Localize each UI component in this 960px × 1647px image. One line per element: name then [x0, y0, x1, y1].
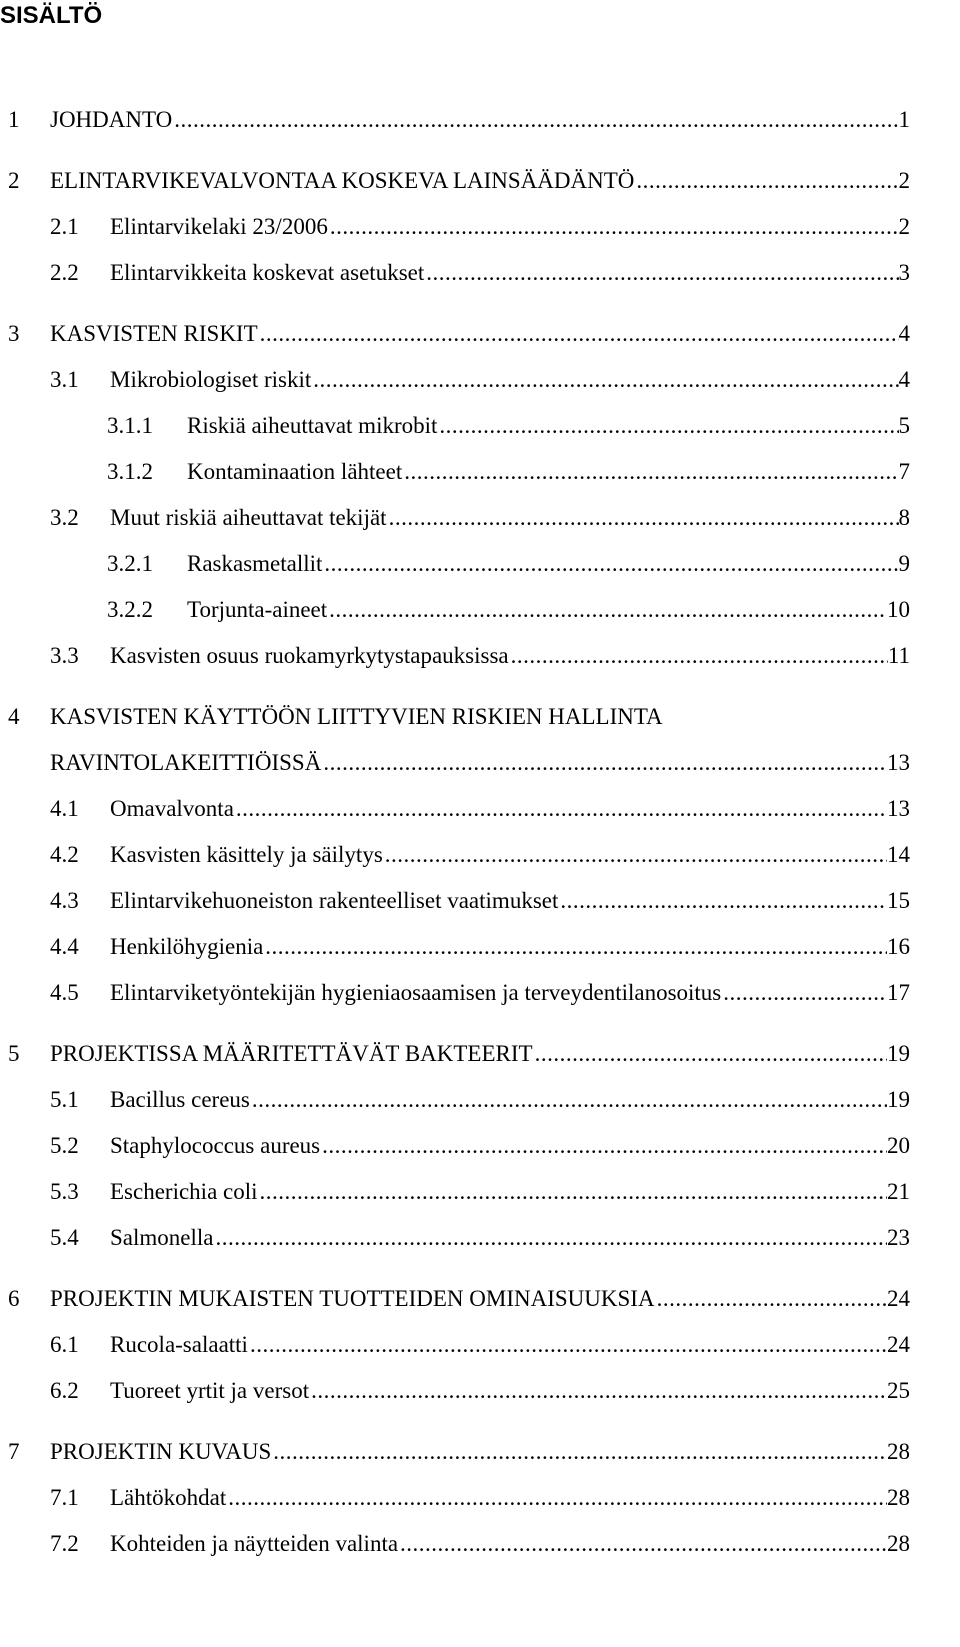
toc-entry-number: 2.2: [50, 260, 79, 285]
toc-entry[interactable]: [8, 1283, 910, 1315]
toc-entry-number: 3.2.2: [107, 597, 153, 622]
toc-entry-number: 3.3: [50, 643, 79, 668]
toc-entry-title: Kasvisten käsittely ja säilytys: [110, 842, 383, 867]
toc-entry-page: 21: [887, 1179, 910, 1204]
toc-entry[interactable]: [50, 1084, 910, 1116]
toc-dot-leader: [213, 1222, 887, 1254]
toc-entry[interactable]: [50, 1222, 910, 1254]
toc-entry-number: 4.5: [50, 980, 79, 1005]
toc-dot-leader: [387, 502, 899, 534]
toc-dot-leader: [311, 364, 898, 396]
toc-entry-number: 7: [8, 1439, 20, 1464]
toc-entry-number: 3.2: [50, 505, 79, 530]
toc-entry-title: Tuoreet yrtit ja versot: [110, 1378, 310, 1403]
toc-entry[interactable]: [50, 640, 910, 672]
toc-entry[interactable]: [8, 1038, 910, 1070]
toc-entry-title: Riskiä aiheuttavat mikrobit: [187, 413, 438, 438]
toc-entry-page: 5: [898, 413, 910, 438]
toc-entry-title: Rucola-salaatti: [110, 1332, 248, 1357]
toc-entry[interactable]: [50, 211, 910, 243]
toc-entry-page: 15: [887, 888, 910, 913]
toc-dot-leader: [402, 456, 898, 488]
toc-entry[interactable]: [50, 931, 910, 963]
toc-entry[interactable]: [50, 1528, 910, 1560]
toc-entry[interactable]: [50, 793, 910, 825]
toc-entry-title: Escherichia coli: [110, 1179, 258, 1204]
toc-entry-number: 3.1: [50, 367, 79, 392]
toc-entry-title: KASVISTEN KÄYTTÖÖN LIITTYVIEN RISKIEN HALLINTA: [50, 704, 663, 729]
toc-entry[interactable]: [107, 548, 910, 580]
toc-entry[interactable]: [50, 1482, 910, 1514]
toc-entry-number: 3.1.1: [107, 413, 153, 438]
toc-dot-leader: [424, 257, 898, 289]
toc-entry-title: Raskasmetallit: [187, 551, 323, 576]
toc-entry[interactable]: [50, 1329, 910, 1361]
toc-dot-leader: [258, 318, 899, 350]
toc-entry-number: 3.1.2: [107, 459, 153, 484]
toc-entry-title: Bacillus cereus: [110, 1087, 250, 1112]
toc-entry[interactable]: [8, 318, 910, 350]
toc-entry-title: Kohteiden ja näytteiden valinta: [110, 1531, 399, 1556]
toc-entry-number: 5.1: [50, 1087, 79, 1112]
toc-entry-title: Lähtökohdat: [110, 1485, 227, 1510]
toc-entry-page: 3: [898, 260, 910, 285]
toc-entry[interactable]: [8, 1436, 910, 1468]
toc-entry-number: 6.2: [50, 1378, 79, 1403]
toc-entry-number: 4.3: [50, 888, 79, 913]
toc-dot-leader: [248, 1329, 887, 1361]
toc-entry-page: 24: [887, 1332, 910, 1357]
toc-entry-title: Elintarviketyöntekijän hygieniaosaamisen ja terveydentilanosoitus: [110, 980, 722, 1005]
toc-entry-page: 4: [898, 321, 910, 346]
toc-dot-leader: [558, 885, 887, 917]
toc-entry[interactable]: [8, 104, 910, 136]
toc-dot-leader: [437, 410, 898, 442]
toc-dot-leader: [226, 1482, 887, 1514]
toc-entry[interactable]: [50, 977, 910, 1009]
toc-entry-number: 4.4: [50, 934, 79, 959]
toc-entry-page: 14: [887, 842, 910, 867]
toc-dot-leader: [509, 640, 888, 672]
toc-entry-page: 10: [887, 597, 910, 622]
toc-entry[interactable]: [50, 1130, 910, 1162]
toc-dot-leader: [634, 165, 898, 197]
toc-entry[interactable]: [107, 456, 910, 488]
toc-entry-title: PROJEKTISSA MÄÄRITETTÄVÄT BAKTEERIT: [50, 1041, 533, 1066]
toc-entry[interactable]: [50, 502, 910, 534]
toc-entry[interactable]: [8, 165, 910, 197]
toc-entry-number: 4.1: [50, 796, 79, 821]
toc-entry-number: 5.3: [50, 1179, 79, 1204]
toc-entry[interactable]: [8, 701, 910, 733]
toc-entry[interactable]: [107, 410, 910, 442]
toc-entry-title: Muut riskiä aiheuttavat tekijät: [110, 505, 387, 530]
toc-entry[interactable]: [50, 885, 910, 917]
toc-entry-title: Henkilöhygienia: [110, 934, 264, 959]
toc-entry-title: PROJEKTIN KUVAUS: [50, 1439, 272, 1464]
toc-dot-leader: [258, 1176, 887, 1208]
toc-entry-page: 23: [887, 1225, 910, 1250]
toc-entry[interactable]: [50, 1375, 910, 1407]
toc-entry-number: 7.1: [50, 1485, 79, 1510]
toc-dot-leader: [721, 977, 887, 1009]
toc-entry-page: 28: [887, 1439, 910, 1464]
toc-entry-page: 28: [887, 1531, 910, 1556]
toc-entry[interactable]: [107, 594, 910, 626]
toc-entry[interactable]: [50, 364, 910, 396]
toc-entry-number: 4.2: [50, 842, 79, 867]
toc-entry-page: 19: [887, 1041, 910, 1066]
toc-dot-leader: [655, 1283, 887, 1315]
toc-entry-page: 8: [898, 505, 910, 530]
toc-entry-number: 4: [8, 704, 20, 729]
toc-dot-leader: [328, 211, 899, 243]
toc-entry-page: 1: [898, 107, 910, 132]
toc-entry-number: 5: [8, 1041, 20, 1066]
toc-entry-continuation[interactable]: [8, 747, 910, 779]
toc-entry-title: Torjunta-aineet: [187, 597, 328, 622]
toc-entry-page: 9: [898, 551, 910, 576]
toc-entry-number: 7.2: [50, 1531, 79, 1556]
toc-dot-leader: [383, 839, 887, 871]
toc-dot-leader: [327, 594, 887, 626]
toc-dot-leader: [321, 747, 887, 779]
toc-entry-page: 4: [898, 367, 910, 392]
toc-dot-leader: [250, 1084, 887, 1116]
toc-entry-title: RAVINTOLAKEITTIÖISSÄ: [50, 750, 322, 775]
toc-entry-title: Kontaminaation lähteet: [187, 459, 403, 484]
toc-entry-page: 7: [898, 459, 910, 484]
toc-entry-title: ELINTARVIKEVALVONTAA KOSKEVA LAINSÄÄDÄNTÖ: [50, 168, 635, 193]
toc-entry-page: 2: [898, 168, 910, 193]
toc-entry-number: 1: [8, 107, 20, 132]
toc-dot-leader: [320, 1130, 887, 1162]
toc-entry-number: 6: [8, 1286, 20, 1311]
toc-entry-title: Omavalvonta: [110, 796, 234, 821]
toc-entry-number: 2.1: [50, 214, 79, 239]
toc-entry-page: 16: [887, 934, 910, 959]
toc-entry-title: JOHDANTO: [50, 107, 173, 132]
page-title: SISÄLTÖ: [0, 2, 103, 29]
toc-entry-title: PROJEKTIN MUKAISTEN TUOTTEIDEN OMINAISUUKSIA: [50, 1286, 655, 1311]
toc-dot-leader: [398, 1528, 887, 1560]
toc-entry-page: 24: [887, 1286, 910, 1311]
toc-entry-number: 2: [8, 168, 20, 193]
toc-entry[interactable]: [50, 1176, 910, 1208]
toc-dot-leader: [322, 548, 898, 580]
toc-dot-leader: [271, 1436, 887, 1468]
toc-entry-title: Kasvisten osuus ruokamyrkytystapauksissa: [110, 643, 509, 668]
toc-entry-number: 3.2.1: [107, 551, 153, 576]
toc-entry-page: 2: [898, 214, 910, 239]
toc-entry-page: 20: [887, 1133, 910, 1158]
toc-entry-page: 13: [887, 750, 910, 775]
toc-entry-number: 5.2: [50, 1133, 79, 1158]
toc-entry-title: Mikrobiologiset riskit: [110, 367, 312, 392]
toc-entry[interactable]: [50, 257, 910, 289]
toc-entry-page: 25: [887, 1378, 910, 1403]
toc-entry-page: 11: [887, 643, 910, 668]
toc-entry-page: 28: [887, 1485, 910, 1510]
toc-dot-leader: [533, 1038, 887, 1070]
toc-dot-leader: [309, 1375, 887, 1407]
toc-entry-title: KASVISTEN RISKIT: [50, 321, 258, 346]
toc-entry-title: Salmonella: [110, 1225, 214, 1250]
toc-entry-page: 17: [887, 980, 910, 1005]
toc-entry-number: 3: [8, 321, 20, 346]
toc-entry-title: Elintarvikelaki 23/2006: [110, 214, 328, 239]
toc-dot-leader: [234, 793, 887, 825]
toc-dot-leader: [263, 931, 887, 963]
toc-entry-page: 13: [887, 796, 910, 821]
toc-entry-number: 5.4: [50, 1225, 79, 1250]
toc-entry-title: Staphylococcus aureus: [110, 1133, 321, 1158]
toc-entry[interactable]: [50, 839, 910, 871]
toc-entry-page: 19: [887, 1087, 910, 1112]
toc-dot-leader: [172, 104, 898, 136]
toc-entry-title: Elintarvikehuoneiston rakenteelliset vaatimukset: [110, 888, 559, 913]
toc-entry-title: Elintarvikkeita koskevat asetukset: [110, 260, 425, 285]
toc-entry-number: 6.1: [50, 1332, 79, 1357]
